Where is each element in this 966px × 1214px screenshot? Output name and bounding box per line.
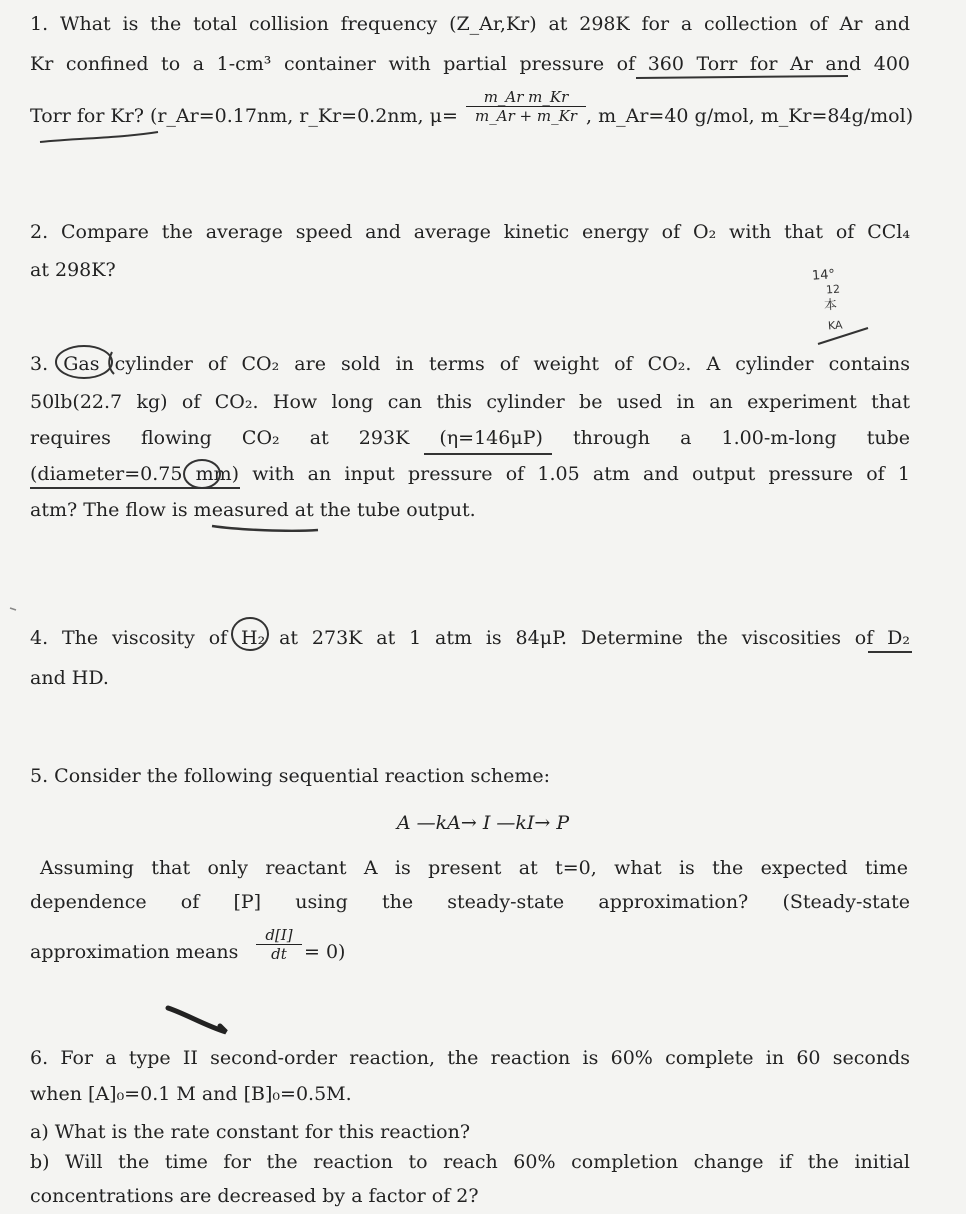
handwritten-note-4: KA bbox=[827, 318, 843, 333]
q4-line1: 4. The viscosity of H₂ at 273K at 1 atm is 84μP. Determine the viscosities of D₂ bbox=[30, 627, 910, 649]
q5-line2: Assuming that only reactant A is present at t=0, what is the expected time bbox=[40, 857, 908, 879]
q2-line1: 2. Compare the average speed and average kinetic energy of O₂ with that of CCl₄ bbox=[30, 221, 910, 243]
q1-line1: 1. What is the total collision frequency (Z_Ar,Kr) at 298K for a collection of Ar and bbox=[30, 13, 910, 35]
q5-line4a: approximation means bbox=[30, 941, 239, 963]
derivative-denominator: dt bbox=[271, 945, 287, 963]
q3-line3: requires flowing CO₂ at 293K (η=146μP) through a 1.00-m-long tube bbox=[30, 427, 910, 449]
margin-speck bbox=[10, 608, 16, 610]
q6-part-b-line2: concentrations are decreased by a factor of 2? bbox=[30, 1185, 479, 1207]
q5-line3: dependence of [P] using the steady-state approximation? (Steady-state bbox=[30, 891, 910, 913]
q3-line1: 3. Gas cylinder of CO₂ are sold in terms of weight of CO₂. A cylinder contains bbox=[30, 353, 910, 375]
underline-torr-for-kr bbox=[40, 132, 158, 142]
handwritten-note-2: 12 bbox=[825, 282, 841, 297]
q6-line1: 6. For a type II second-order reaction, the reaction is 60% complete in 60 seconds bbox=[30, 1047, 910, 1069]
reduced-mass-fraction bbox=[466, 88, 586, 125]
q6-part-b-line1: b) Will the time for the reaction to reach 60% completion change if the initial bbox=[30, 1151, 910, 1173]
mu-numerator: m_Ar m_Kr bbox=[466, 88, 586, 107]
reaction-scheme: A —kA→ I —kI→ P bbox=[396, 812, 570, 834]
handwritten-note-1: 14° bbox=[811, 267, 836, 284]
q5-line4b: = 0) bbox=[304, 941, 346, 963]
q6-line2: when [A]₀=0.1 M and [B]₀=0.5M. bbox=[30, 1083, 352, 1105]
mu-denominator: m_Ar + m_Kr bbox=[475, 107, 577, 125]
q3-line2: 50lb(22.7 kg) of CO₂. How long can this cylinder be used in an experiment that bbox=[30, 391, 910, 413]
q6-part-a: a) What is the rate constant for this reaction? bbox=[30, 1121, 471, 1143]
underline-partial-pressure bbox=[636, 76, 848, 78]
handwritten-note-3: 本 bbox=[823, 297, 838, 314]
q5-line1: 5. Consider the following sequential reaction scheme: bbox=[30, 765, 551, 787]
q1-line3a: Torr for Kr? (r_Ar=0.17nm, r_Kr=0.2nm, μ= bbox=[30, 105, 458, 127]
q3-line4: (diameter=0.75 mm) with an input pressure of 1.05 atm and output pressure of 1 bbox=[30, 463, 910, 485]
q1-line2: Kr confined to a 1-cm³ container with partial pressure of 360 Torr for Ar and 400 bbox=[30, 53, 910, 75]
q4-line2: and HD. bbox=[30, 667, 109, 689]
underline-measured bbox=[212, 526, 318, 531]
q2-line2: at 298K? bbox=[30, 259, 116, 281]
q1-line3b: , m_Ar=40 g/mol, m_Kr=84g/mol) bbox=[586, 105, 914, 127]
q3-line5: atm? The flow is measured at the tube output. bbox=[30, 499, 476, 521]
pen-stroke bbox=[168, 1008, 226, 1032]
derivative-fraction bbox=[256, 926, 302, 963]
derivative-numerator: d[I] bbox=[256, 926, 302, 945]
